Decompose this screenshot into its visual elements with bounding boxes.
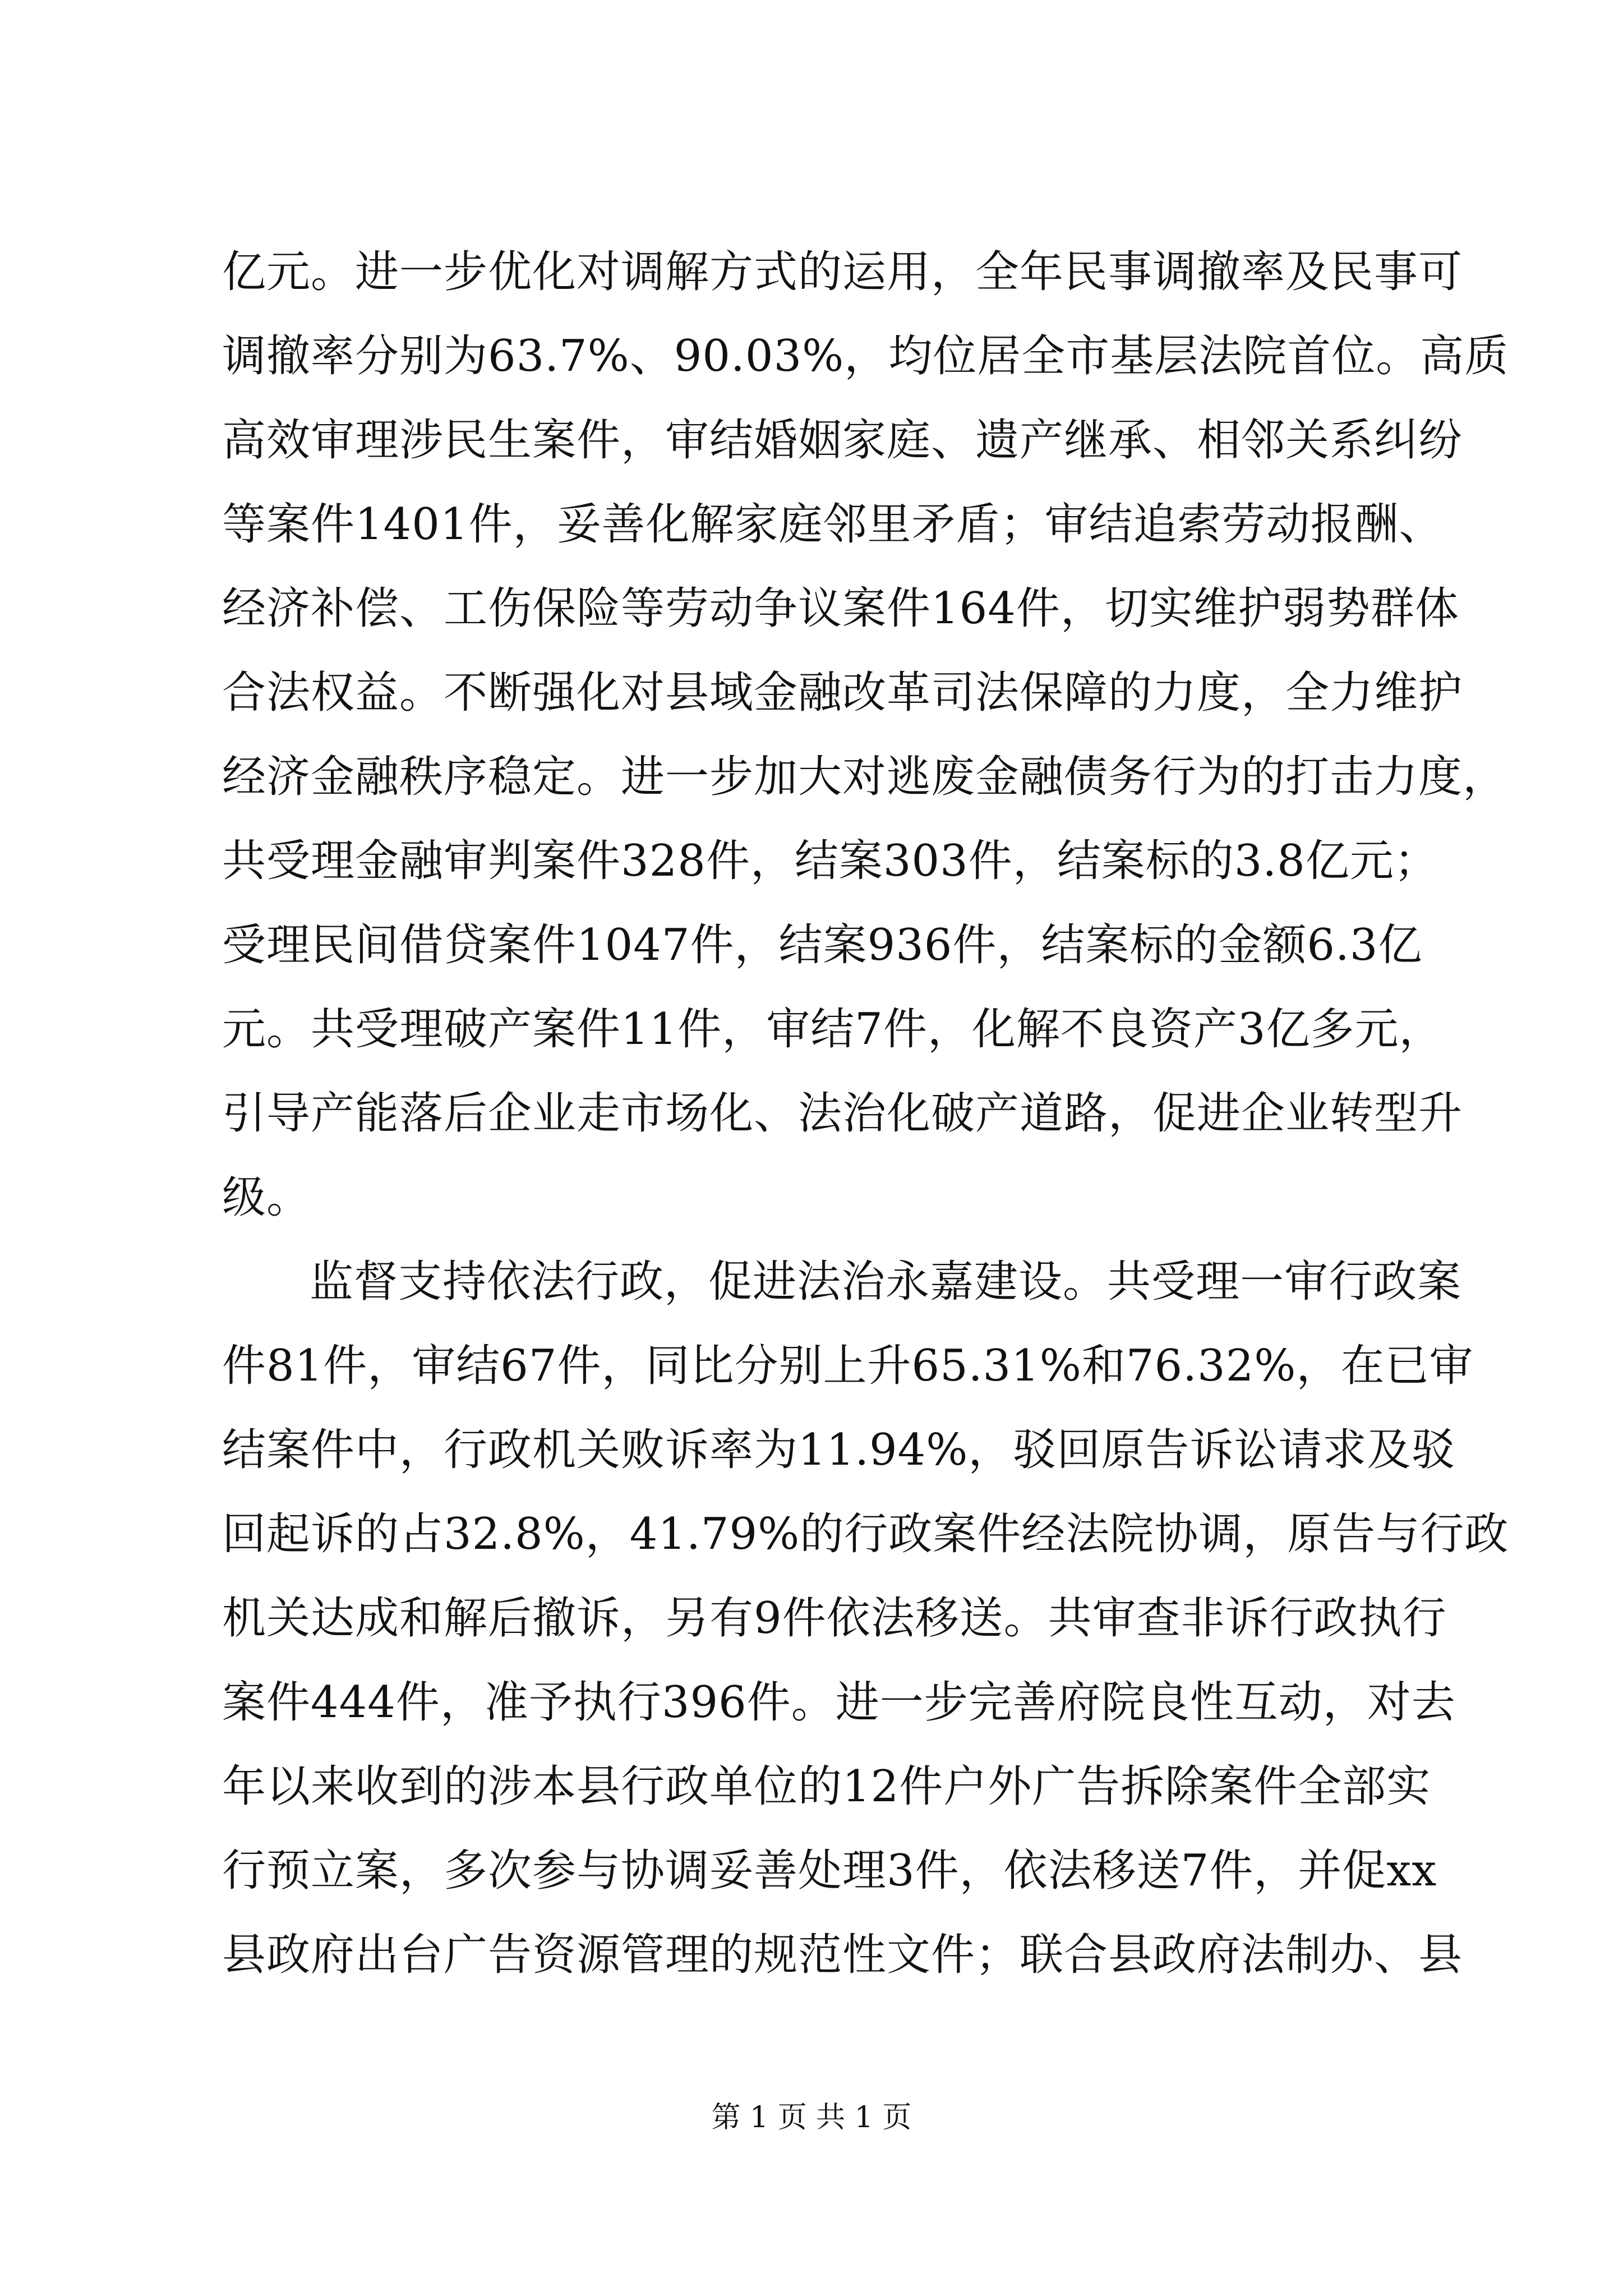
text-line: 级。 [222,1172,311,1223]
text-line: 合法权益。不断强化对县域金融改革司法保障的力度，全力维护 [222,668,1463,718]
text-line: 行预立案，多次参与协调妥善处理3件，依法移送7件，并促xx [222,1846,1437,1896]
text-line: 经济补偿、工伤保险等劳动争议案件164件，切实维护弱势群体 [222,583,1459,634]
body-text [222,230,1509,1997]
text-line: 引导产能落后企业走市场化、法治化破产道路，促进企业转型升 [222,1088,1463,1139]
text-line: 调撤率分别为63.7%、90.03%，均位居全市基层法院首位。高质 [222,331,1509,381]
text-line: 案件444件，准予执行396件。进一步完善府院良性互动，对去 [222,1677,1456,1728]
text-line: 监督支持依法行政，促进法治永嘉建设。共受理一审行政案 [310,1257,1462,1307]
page-footer: 第 1 页 共 1 页 [711,2101,912,2134]
text-line: 机关达成和解后撤诉，另有9件依法移送。共审查非诉行政执行 [222,1593,1447,1644]
text-line: 县政府出台广告资源管理的规范性文件；联合县政府法制办、县 [222,1930,1463,1980]
text-line: 等案件1401件，妥善化解家庭邻里矛盾；审结追索劳动报酬、 [222,499,1444,550]
text-line: 年以来收到的涉本县行政单位的12件户外广告拆除案件全部实 [222,1761,1431,1812]
text-line: 共受理金融审判案件328件，结案303件，结案标的3.8亿元； [222,836,1438,886]
paragraph-2 [222,1240,1509,1997]
text-line: 受理民间借贷案件1047件，结案936件，结案标的金额6.3亿 [222,920,1423,970]
text-line: 元。共受理破产案件11件，审结7件，化解不良资产3亿多元， [222,1004,1444,1055]
text-line: 件81件，审结67件，同比分别上升65.31%和76.32%，在已审 [222,1341,1474,1391]
text-line: 经济金融秩序稳定。进一步加大对逃废金融债务行为的打击力度， [222,752,1507,802]
text-line: 高效审理涉民生案件，审结婚姻家庭、遗产继承、相邻关系纠纷 [222,415,1463,466]
text-line: 亿元。进一步优化对调解方式的运用，全年民事调撤率及民事可 [222,247,1463,297]
text-line: 结案件中，行政机关败诉率为11.94%，驳回原告诉讼请求及驳 [222,1425,1456,1475]
text-line: 回起诉的占32.8%，41.79%的行政案件经法院协调，原告与行政 [222,1509,1509,1559]
paragraph-1 [222,230,1509,1240]
